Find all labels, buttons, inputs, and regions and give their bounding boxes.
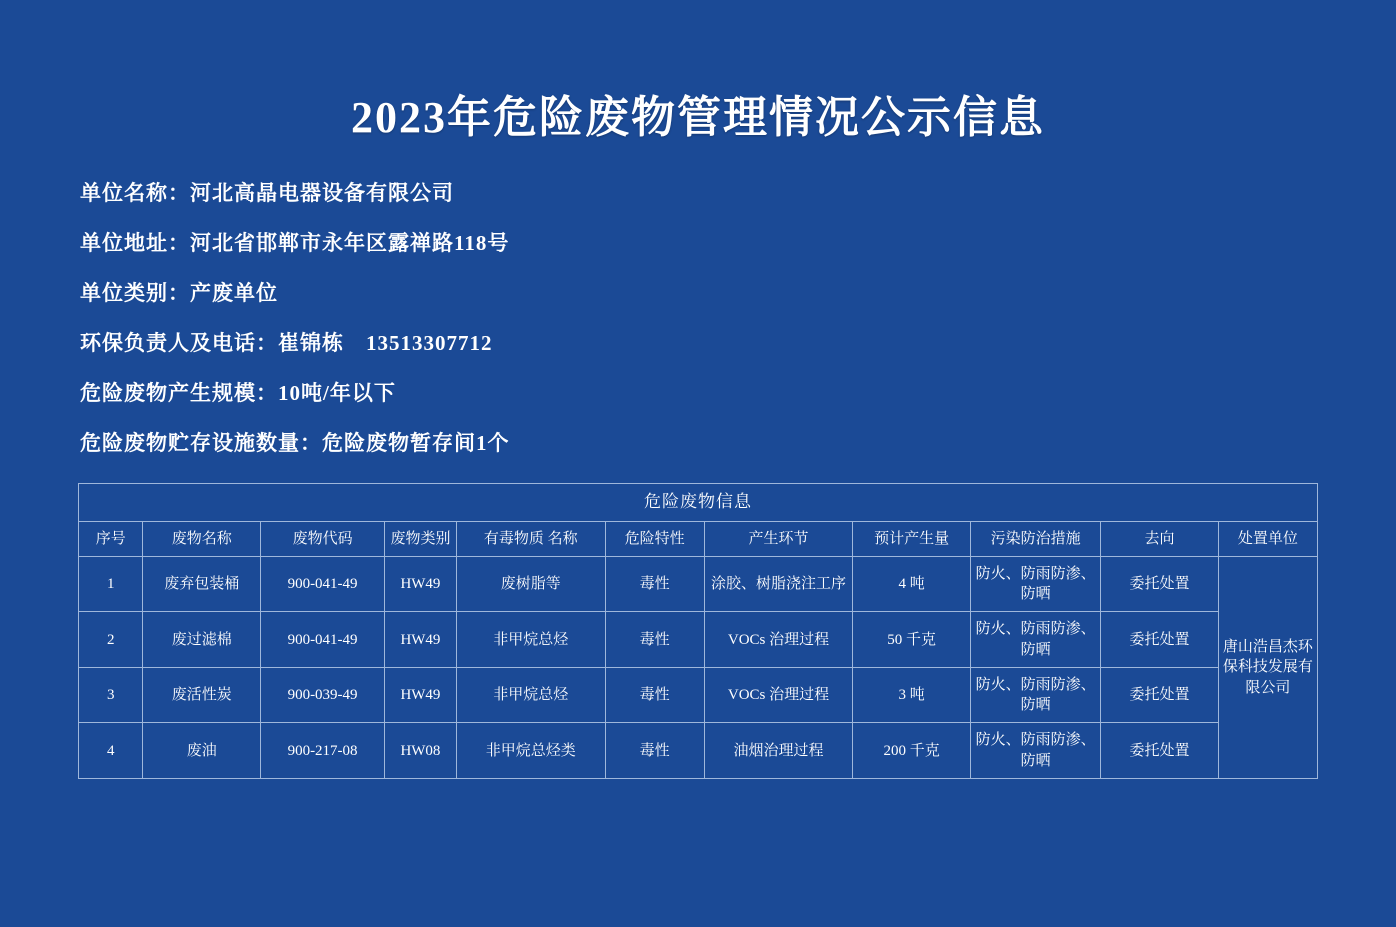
cell-toxic-substance: 非甲烷总烃类 xyxy=(456,723,605,779)
cell-source: VOCs 治理过程 xyxy=(704,667,853,723)
cell-waste-code: 900-039-49 xyxy=(261,667,385,723)
cell-hazard-property: 毒性 xyxy=(605,667,704,723)
cell-waste-code: 900-217-08 xyxy=(261,723,385,779)
meta-line-waste-scale: 危险废物产生规模：10吨/年以下 xyxy=(80,380,396,405)
cell-amount: 4 吨 xyxy=(853,556,971,612)
column-header-code: 废物代码 xyxy=(261,521,385,556)
cell-index: 3 xyxy=(79,667,143,723)
table-row xyxy=(79,667,1318,723)
cell-source: 油烟治理过程 xyxy=(704,723,853,779)
cell-waste-code: 900-041-49 xyxy=(261,556,385,612)
meta-line-company-name: 单位名称：河北高晶电器设备有限公司 xyxy=(80,180,454,205)
cell-index: 2 xyxy=(79,612,143,668)
cell-waste-code: 900-041-49 xyxy=(261,612,385,668)
cell-amount: 50 千克 xyxy=(853,612,971,668)
table-caption: 危险废物信息 xyxy=(79,483,1318,521)
cell-toxic-substance: 废树脂等 xyxy=(456,556,605,612)
cell-waste-name: 废油 xyxy=(143,723,261,779)
cell-destination: 委托处置 xyxy=(1101,667,1219,723)
meta-line-contact: 环保负责人及电话：崔锦栋 13513307712 xyxy=(80,330,493,355)
cell-amount: 200 千克 xyxy=(853,723,971,779)
cell-hazard-property: 毒性 xyxy=(605,723,704,779)
page-title: 2023年危险废物管理情况公示信息 xyxy=(351,93,1045,142)
column-header-hazard-property: 危险特性 xyxy=(605,521,704,556)
cell-waste-name: 废过滤棉 xyxy=(143,612,261,668)
cell-destination: 委托处置 xyxy=(1101,723,1219,779)
hazardous-waste-table-wrapper xyxy=(70,483,1326,779)
table-header-row xyxy=(79,521,1318,556)
meta-line-storage-facility: 危险废物贮存设施数量：危险废物暂存间1个 xyxy=(80,430,510,455)
hazardous-waste-table xyxy=(78,483,1318,779)
column-header-destination: 去向 xyxy=(1101,521,1219,556)
column-header-category: 废物类别 xyxy=(385,521,457,556)
column-header-index: 序号 xyxy=(79,521,143,556)
cell-control-measures: 防火、防雨防渗、防晒 xyxy=(971,556,1101,612)
cell-source: 涂胶、树脂浇注工序 xyxy=(704,556,853,612)
company-info-block xyxy=(70,180,1326,455)
column-header-amount: 预计产生量 xyxy=(853,521,971,556)
meta-line-company-address: 单位地址：河北省邯郸市永年区露禅路118号 xyxy=(80,230,510,255)
column-header-toxic-substance: 有毒物质 名称 xyxy=(456,521,605,556)
cell-index: 1 xyxy=(79,556,143,612)
column-header-source: 产生环节 xyxy=(704,521,853,556)
cell-toxic-substance: 非甲烷总烃 xyxy=(456,667,605,723)
table-caption-row xyxy=(79,483,1318,521)
cell-waste-name: 废活性炭 xyxy=(143,667,261,723)
cell-control-measures: 防火、防雨防渗、防晒 xyxy=(971,723,1101,779)
cell-waste-category: HW49 xyxy=(385,556,457,612)
cell-control-measures: 防火、防雨防渗、防晒 xyxy=(971,612,1101,668)
cell-hazard-property: 毒性 xyxy=(605,556,704,612)
meta-line-company-category: 单位类别：产废单位 xyxy=(80,280,278,305)
cell-hazard-property: 毒性 xyxy=(605,612,704,668)
cell-amount: 3 吨 xyxy=(853,667,971,723)
column-header-control-measures: 污染防治措施 xyxy=(971,521,1101,556)
table-row xyxy=(79,612,1318,668)
cell-source: VOCs 治理过程 xyxy=(704,612,853,668)
cell-index: 4 xyxy=(79,723,143,779)
column-header-name: 废物名称 xyxy=(143,521,261,556)
column-header-disposal-unit: 处置单位 xyxy=(1218,521,1317,556)
cell-waste-name: 废弃包装桶 xyxy=(143,556,261,612)
cell-control-measures: 防火、防雨防渗、防晒 xyxy=(971,667,1101,723)
cell-waste-category: HW49 xyxy=(385,612,457,668)
cell-destination: 委托处置 xyxy=(1101,612,1219,668)
table-row xyxy=(79,723,1318,779)
cell-destination: 委托处置 xyxy=(1101,556,1219,612)
cell-waste-category: HW49 xyxy=(385,667,457,723)
cell-waste-category: HW08 xyxy=(385,723,457,779)
cell-toxic-substance: 非甲烷总烃 xyxy=(456,612,605,668)
table-row xyxy=(79,556,1318,612)
cell-disposal-unit: 唐山浩昌杰环保科技发展有限公司 xyxy=(1218,556,1317,778)
